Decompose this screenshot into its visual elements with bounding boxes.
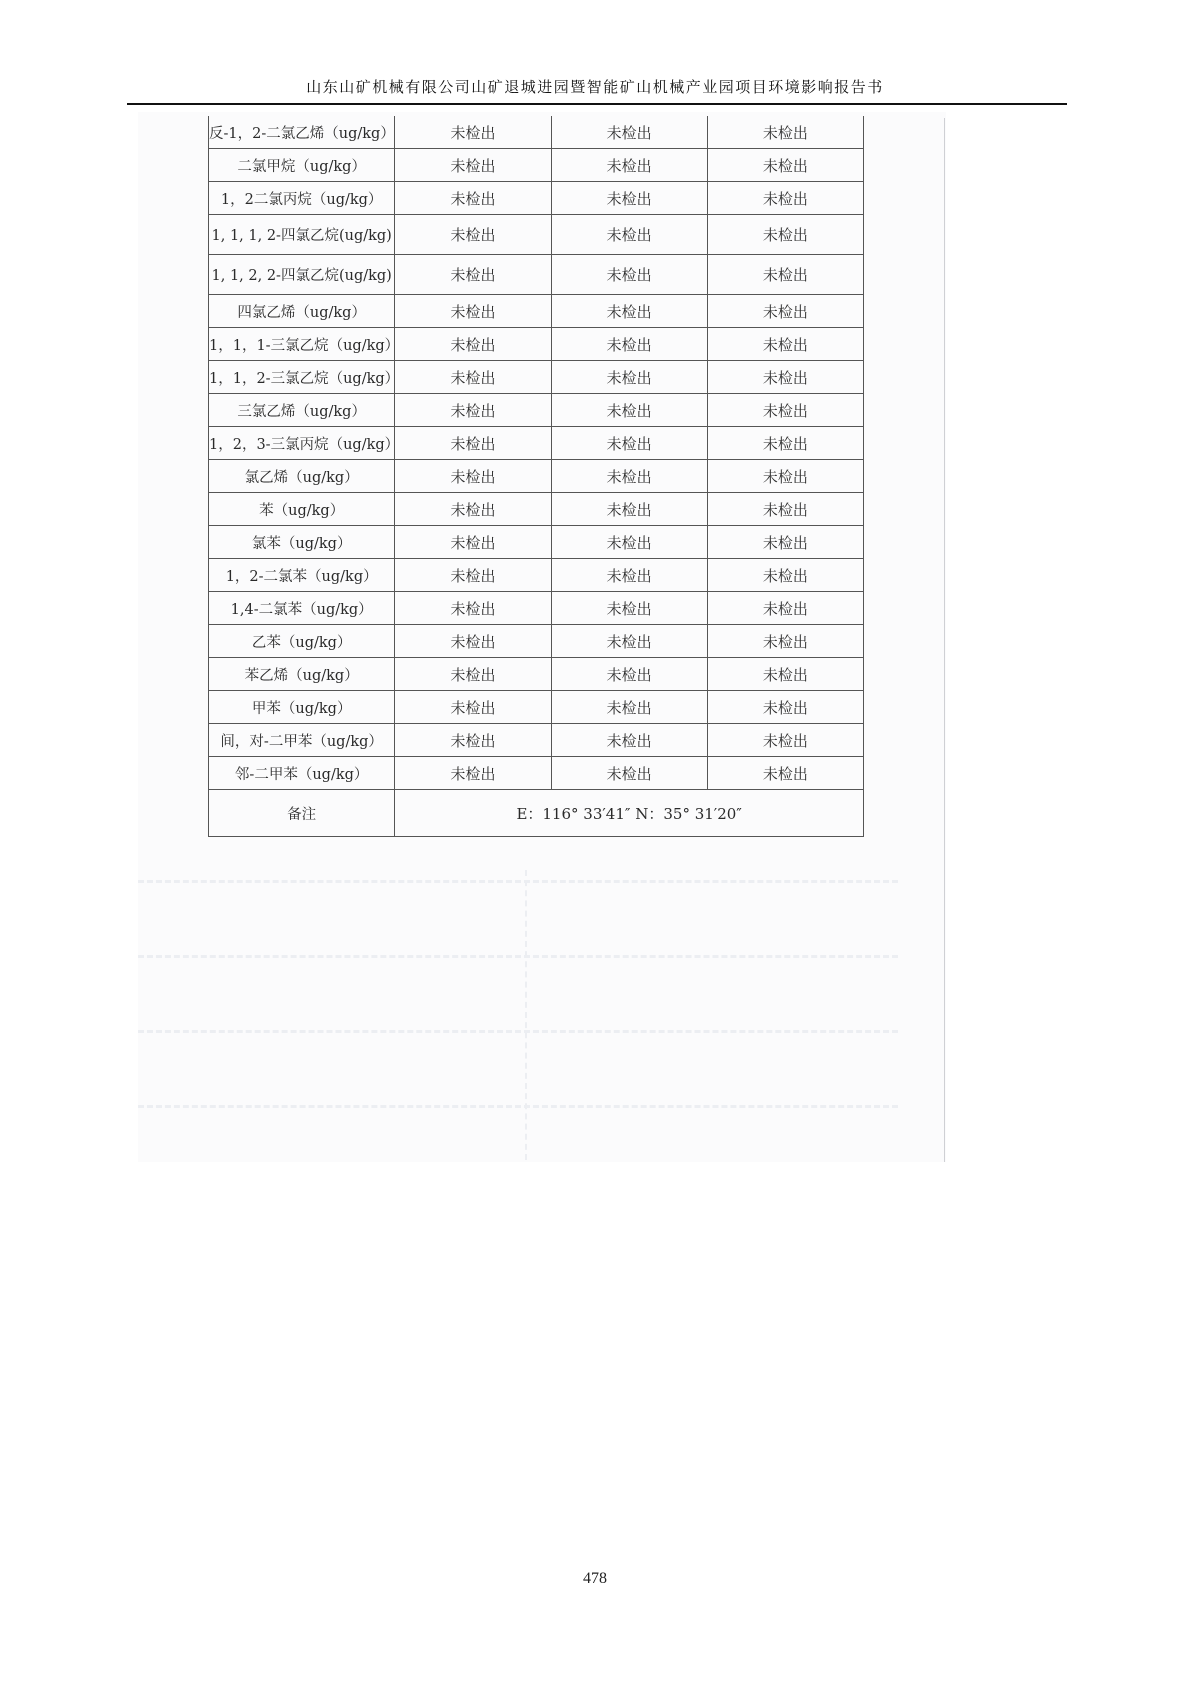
result-cell: 未检出 <box>551 394 707 427</box>
parameter-cell: 1, 1, 2, 2-四氯乙烷(ug/kg) <box>209 255 395 295</box>
result-cell: 未检出 <box>395 182 551 215</box>
parameter-cell: 苯（ug/kg） <box>209 493 395 526</box>
result-cell: 未检出 <box>395 295 551 328</box>
result-cell: 未检出 <box>707 592 863 625</box>
table-row <box>209 427 864 460</box>
parameter-cell: 反-1，2-二氯乙烯（ug/kg） <box>209 116 395 149</box>
table-row <box>209 625 864 658</box>
parameter-cell: 1，2二氯丙烷（ug/kg） <box>209 182 395 215</box>
result-cell: 未检出 <box>551 215 707 255</box>
result-cell: 未检出 <box>707 757 863 790</box>
result-cell: 未检出 <box>551 658 707 691</box>
parameter-cell: 四氯乙烯（ug/kg） <box>209 295 395 328</box>
parameter-cell: 1，2-二氯苯（ug/kg） <box>209 559 395 592</box>
table-row <box>209 526 864 559</box>
result-cell: 未检出 <box>707 427 863 460</box>
parameter-cell: 甲苯（ug/kg） <box>209 691 395 724</box>
result-cell: 未检出 <box>707 526 863 559</box>
parameter-cell: 间，对-二甲苯（ug/kg） <box>209 724 395 757</box>
result-cell: 未检出 <box>707 658 863 691</box>
result-cell: 未检出 <box>551 625 707 658</box>
table-row <box>209 215 864 255</box>
result-cell: 未检出 <box>551 691 707 724</box>
result-cell: 未检出 <box>707 559 863 592</box>
result-cell: 未检出 <box>395 427 551 460</box>
parameter-cell: 乙苯（ug/kg） <box>209 625 395 658</box>
result-cell: 未检出 <box>707 361 863 394</box>
result-cell: 未检出 <box>395 255 551 295</box>
result-cell: 未检出 <box>395 149 551 182</box>
parameter-cell: 邻-二甲苯（ug/kg） <box>209 757 395 790</box>
document-header-title: 山东山矿机械有限公司山矿退城进园暨智能矿山机械产业园项目环境影响报告书 <box>306 78 884 96</box>
result-cell: 未检出 <box>395 592 551 625</box>
result-cell: 未检出 <box>707 116 863 149</box>
table-row <box>209 116 864 149</box>
scan-edge-line <box>944 118 945 1162</box>
result-cell: 未检出 <box>551 328 707 361</box>
result-cell: 未检出 <box>707 724 863 757</box>
parameter-cell: 1,4-二氯苯（ug/kg） <box>209 592 395 625</box>
result-cell: 未检出 <box>551 182 707 215</box>
result-cell: 未检出 <box>395 625 551 658</box>
parameter-cell: 二氯甲烷（ug/kg） <box>209 149 395 182</box>
table-row <box>209 328 864 361</box>
result-cell: 未检出 <box>395 215 551 255</box>
parameter-cell: 1，1，1-三氯乙烷（ug/kg） <box>209 328 395 361</box>
result-cell: 未检出 <box>707 691 863 724</box>
result-cell: 未检出 <box>551 592 707 625</box>
faint-scan-line <box>138 1105 898 1108</box>
result-cell: 未检出 <box>395 361 551 394</box>
parameter-cell: 氯苯（ug/kg） <box>209 526 395 559</box>
result-cell: 未检出 <box>551 116 707 149</box>
result-cell: 未检出 <box>395 116 551 149</box>
faint-scan-line <box>138 955 898 958</box>
table-row <box>209 149 864 182</box>
table-row <box>209 394 864 427</box>
result-cell: 未检出 <box>707 182 863 215</box>
result-cell: 未检出 <box>551 724 707 757</box>
faint-scan-line <box>138 1030 898 1033</box>
table-row <box>209 361 864 394</box>
faint-scan-line <box>525 870 527 1160</box>
remark-coordinates: E：116° 33′41″ N：35° 31′20″ <box>395 790 864 837</box>
result-cell: 未检出 <box>707 394 863 427</box>
result-cell: 未检出 <box>707 215 863 255</box>
parameter-cell: 氯乙烯（ug/kg） <box>209 460 395 493</box>
table-row <box>209 460 864 493</box>
result-cell: 未检出 <box>395 724 551 757</box>
parameter-cell: 三氯乙烯（ug/kg） <box>209 394 395 427</box>
result-cell: 未检出 <box>395 394 551 427</box>
table-row <box>209 658 864 691</box>
result-cell: 未检出 <box>551 493 707 526</box>
table-row <box>209 757 864 790</box>
page-number: 478 <box>583 1570 607 1587</box>
result-cell: 未检出 <box>707 625 863 658</box>
table-row <box>209 592 864 625</box>
result-cell: 未检出 <box>551 255 707 295</box>
result-cell: 未检出 <box>395 328 551 361</box>
result-cell: 未检出 <box>551 149 707 182</box>
result-cell: 未检出 <box>395 493 551 526</box>
result-cell: 未检出 <box>707 328 863 361</box>
result-cell: 未检出 <box>395 691 551 724</box>
result-cell: 未检出 <box>551 361 707 394</box>
parameter-cell: 1，1，2-三氯乙烷（ug/kg） <box>209 361 395 394</box>
remark-label: 备注 <box>209 790 395 837</box>
parameter-cell: 1, 1, 1, 2-四氯乙烷(ug/kg) <box>209 215 395 255</box>
table-row <box>209 559 864 592</box>
result-cell: 未检出 <box>551 460 707 493</box>
result-cell: 未检出 <box>395 559 551 592</box>
result-cell: 未检出 <box>395 460 551 493</box>
table-row <box>209 295 864 328</box>
result-cell: 未检出 <box>707 255 863 295</box>
result-cell: 未检出 <box>395 526 551 559</box>
result-cell: 未检出 <box>707 295 863 328</box>
header-divider <box>127 103 1067 105</box>
table-row <box>209 724 864 757</box>
faint-scan-line <box>138 880 898 883</box>
result-cell: 未检出 <box>551 559 707 592</box>
result-cell: 未检出 <box>395 757 551 790</box>
parameter-cell: 1，2，3-三氯丙烷（ug/kg） <box>209 427 395 460</box>
table-row <box>209 255 864 295</box>
table-row <box>209 182 864 215</box>
result-cell: 未检出 <box>707 493 863 526</box>
result-cell: 未检出 <box>707 460 863 493</box>
result-cell: 未检出 <box>551 427 707 460</box>
soil-test-results-table <box>208 116 864 837</box>
result-cell: 未检出 <box>551 526 707 559</box>
parameter-cell: 苯乙烯（ug/kg） <box>209 658 395 691</box>
remark-row <box>209 790 864 837</box>
table-row <box>209 691 864 724</box>
result-cell: 未检出 <box>395 658 551 691</box>
result-cell: 未检出 <box>551 757 707 790</box>
table-row <box>209 493 864 526</box>
result-cell: 未检出 <box>707 149 863 182</box>
result-cell: 未检出 <box>551 295 707 328</box>
